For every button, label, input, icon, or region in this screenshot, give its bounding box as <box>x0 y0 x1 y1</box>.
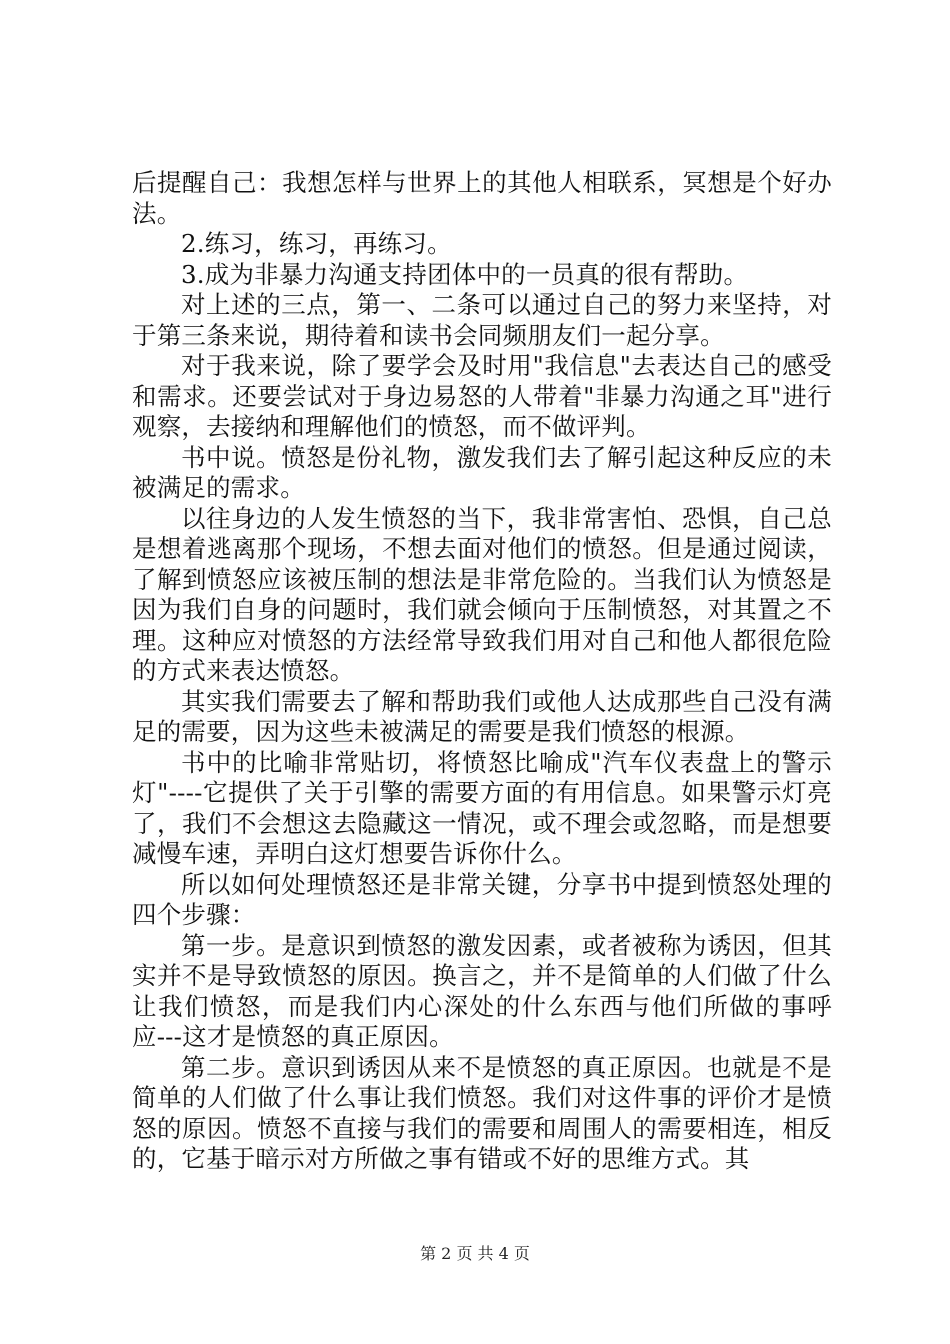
document-body <box>132 168 832 1175</box>
paragraph: 以往身边的人发生愤怒的当下，我非常害怕、恐惧，自己总是想着逃离那个现场，不想去面对他们的愤怒。但是通过阅读，了解到愤怒应该被压制的想法是非常危险的。当我们认为愤怒是因为我们自身的问题时，我们就会倾向于压制愤怒，对其置之不理。这种应对愤怒的方法经常导致我们用对自己和他人都很危险的方式来表达愤怒。 <box>132 503 832 685</box>
page-number: 第 2 页 共 4 页 <box>420 1244 530 1263</box>
paragraph: 第一步。是意识到愤怒的激发因素，或者被称为诱因，但其实并不是导致愤怒的原因。换言之，并不是简单的人们做了什么让我们愤怒，而是我们内心深处的什么东西与他们所做的事呼应---这才是愤怒的真正原因。 <box>132 930 832 1051</box>
paragraph: 对上述的三点，第一、二条可以通过自己的努力来坚持，对于第三条来说，期待着和读书会同频朋友们一起分享。 <box>132 290 832 350</box>
paragraph: 其实我们需要去了解和帮助我们或他人达成那些自己没有满足的需要，因为这些未被满足的需要是我们愤怒的根源。 <box>132 686 832 746</box>
page-footer <box>0 1244 950 1264</box>
paragraph: 第二步。意识到诱因从来不是愤怒的真正原因。也就是不是简单的人们做了什么事让我们愤怒。我们对这件事的评价才是愤怒的原因。愤怒不直接与我们的需要和周围人的需要相连，相反的，它基于暗示对方所做之事有错或不好的思维方式。其 <box>132 1052 832 1173</box>
paragraph: 书中的比喻非常贴切，将愤怒比喻成"汽车仪表盘上的警示灯"----它提供了关于引擎的需要方面的有用信息。如果警示灯亮了，我们不会想这去隐藏这一情况，或不理会或忽略，而是想要减慢车速，弄明白这灯想要告诉你什么。 <box>132 747 832 868</box>
paragraph: 后提醒自己：我想怎样与世界上的其他人相联系，冥想是个好办法。 <box>132 168 832 228</box>
paragraph: 所以如何处理愤怒还是非常关键，分享书中提到愤怒处理的四个步骤： <box>132 869 832 929</box>
paragraph: 3.成为非暴力沟通支持团体中的一员真的很有帮助。 <box>181 259 749 289</box>
paragraph: 对于我来说，除了要学会及时用"我信息"去表达自己的感受和需求。还要尝试对于身边易怒的人带着"非暴力沟通之耳"进行观察，去接纳和理解他们的愤怒，而不做评判。 <box>132 351 832 441</box>
paragraph: 2.练习，练习，再练习。 <box>181 229 452 258</box>
paragraph: 书中说。愤怒是份礼物，激发我们去了解引起这种反应的未被满足的需求。 <box>132 442 832 502</box>
